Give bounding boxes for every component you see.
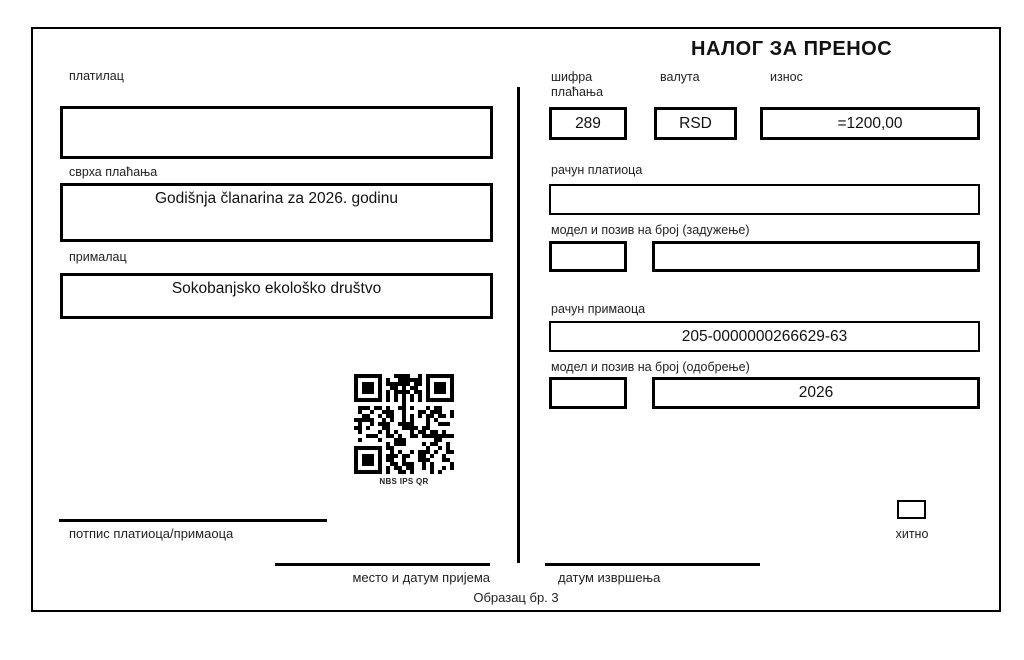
model-debit-label: модел и позив на број (задужење) xyxy=(551,223,750,237)
form-footer: Образац бр. 3 xyxy=(473,590,559,605)
purpose-value: Godišnja članarina za 2026. godinu xyxy=(154,190,398,207)
amount-field xyxy=(760,107,980,140)
purpose-field xyxy=(60,183,493,242)
recipient-account-label: рачун примаоца xyxy=(551,302,646,316)
urgent-checkbox xyxy=(897,500,926,519)
payer-label: платилац xyxy=(69,69,124,83)
amount-value: =1200,00 xyxy=(837,114,903,132)
currency-field xyxy=(654,107,737,140)
model-credit-model-field xyxy=(549,377,627,409)
model-credit-reference-value: 2026 xyxy=(798,384,834,401)
model-debit-model-field xyxy=(549,241,627,272)
recipient-value: Sokobanjsko ekološko društvo xyxy=(171,280,382,297)
place-date-line xyxy=(275,563,490,566)
nbs-ips-qr-code xyxy=(354,374,454,474)
amount-label: износ xyxy=(770,70,803,84)
payer-account-label: рачун платиоца xyxy=(551,163,643,177)
purpose-label: сврха плаћања xyxy=(69,165,158,179)
payment-code-value: 289 xyxy=(575,114,601,132)
qr-caption: NBS IPS QR xyxy=(379,477,429,486)
signature-label: потпис платиоца/примаоца xyxy=(69,526,234,541)
signature-line xyxy=(59,519,327,522)
recipient-label: прималац xyxy=(69,250,127,264)
column-divider xyxy=(517,87,520,563)
payment-code-label: шифра плаћања xyxy=(551,70,604,99)
execution-date-line xyxy=(545,563,760,566)
form-title: НАЛОГ ЗА ПРЕНОС xyxy=(691,38,893,60)
model-credit-label: модел и позив на број (одобрење) xyxy=(551,360,750,374)
payer-account-field xyxy=(549,184,980,215)
recipient-account-field xyxy=(549,321,980,352)
model-credit-reference-field xyxy=(652,377,980,409)
urgent-label: хитно xyxy=(895,527,929,541)
payment-code-field xyxy=(549,107,627,140)
recipient-field xyxy=(60,273,493,319)
recipient-account-value: 205-0000000266629-63 xyxy=(681,327,848,345)
currency-value: RSD xyxy=(679,114,712,132)
currency-label: валута xyxy=(660,70,700,84)
payment-order-form xyxy=(31,27,1001,612)
place-date-label: место и датум пријема xyxy=(352,570,490,585)
execution-date-label: датум извршења xyxy=(558,570,661,585)
payer-field xyxy=(60,106,493,159)
model-debit-reference-field xyxy=(652,241,980,272)
